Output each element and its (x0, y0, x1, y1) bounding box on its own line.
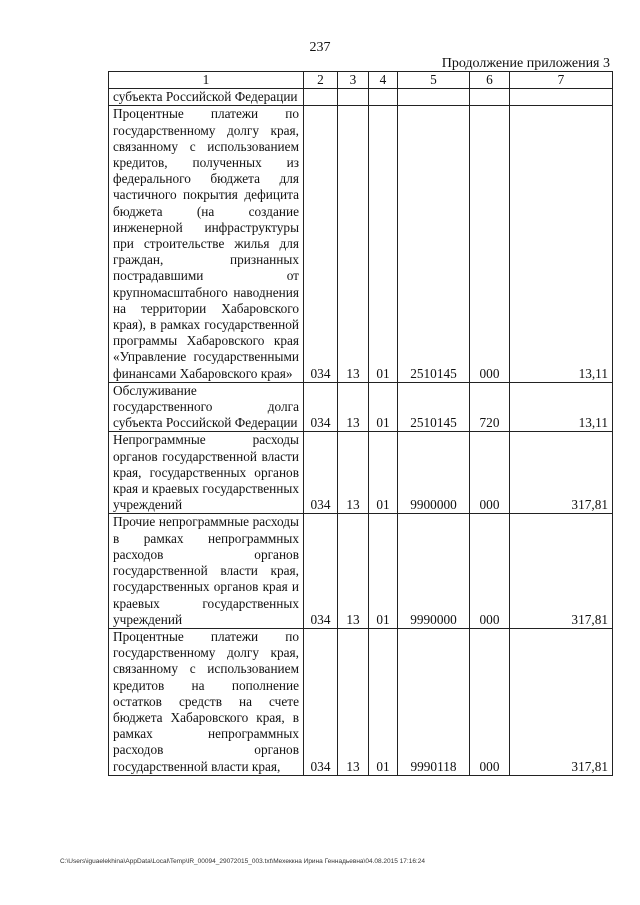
continuation-title: Продолжение приложения 3 (441, 56, 610, 71)
row-section: 13 (338, 382, 369, 432)
file-path-footer: C:\Users\iguaelekhina\AppData\Local\Temp\IR_00094_29072015_003.txt\Мехеккна Ирина Геннадьевна\04.08.2015 17:16:24 (60, 858, 425, 865)
row-subsection: 01 (369, 106, 398, 382)
header-col-1: 1 (109, 72, 304, 89)
row-admin-code (304, 89, 338, 106)
page-number: 237 (309, 40, 331, 55)
row-expense-type (470, 89, 510, 106)
row-name: Процентные платежи по государственному долгу края, связанному с использованием кредитов, полученных из федерального бюджета для частичного покрытия дефицита бюджета (на создание инженерной инфраструктуры при строительстве жилья для граждан, признанных пострадавшими от крупномасштабного наводнения на территории Хабаровского края), в рамках государственной программы Хабаровского края «Управление государственными финансами Хабаровского края» (109, 106, 304, 382)
table-row (109, 514, 613, 628)
table-row (109, 106, 613, 382)
row-section: 13 (338, 514, 369, 628)
row-expense-type: 000 (470, 432, 510, 514)
row-expense-type: 720 (470, 382, 510, 432)
header-col-2: 2 (304, 72, 338, 89)
row-name: Процентные платежи по государственному долгу края, связанному с использованием кредитов на пополнение остатков средств на счете бюджета Хабаровского края, в рамках непрограммных расходов органов государственной власти края, (109, 628, 304, 775)
table-row (109, 628, 613, 775)
row-amount (510, 89, 613, 106)
header-col-3: 3 (338, 72, 369, 89)
row-target-article (398, 89, 470, 106)
header-col-5: 5 (398, 72, 470, 89)
row-amount: 317,81 (510, 432, 613, 514)
table-header-row (109, 72, 613, 89)
row-subsection: 01 (369, 514, 398, 628)
row-section: 13 (338, 106, 369, 382)
row-amount: 13,11 (510, 382, 613, 432)
header-col-7: 7 (510, 72, 613, 89)
row-amount: 13,11 (510, 106, 613, 382)
header-col-6: 6 (470, 72, 510, 89)
row-target-article: 9990000 (398, 514, 470, 628)
row-subsection: 01 (369, 432, 398, 514)
header-col-4: 4 (369, 72, 398, 89)
row-admin-code: 034 (304, 514, 338, 628)
row-name: Прочие непрограммные расходы в рамках непрограммных расходов органов государственной власти края, государственных органов края и краевых государственных учреждений (109, 514, 304, 628)
row-subsection: 01 (369, 382, 398, 432)
table-row (109, 89, 613, 106)
row-section (338, 89, 369, 106)
row-name: Непрограммные расходы органов государственной власти края, государственных органов края и краевых государственных учреждений (109, 432, 304, 514)
row-expense-type: 000 (470, 628, 510, 775)
row-admin-code: 034 (304, 432, 338, 514)
row-target-article: 9990118 (398, 628, 470, 775)
row-subsection (369, 89, 398, 106)
row-expense-type: 000 (470, 514, 510, 628)
row-section: 13 (338, 628, 369, 775)
row-target-article: 2510145 (398, 106, 470, 382)
table-row (109, 432, 613, 514)
row-section: 13 (338, 432, 369, 514)
budget-table (108, 71, 613, 776)
row-amount: 317,81 (510, 514, 613, 628)
row-admin-code: 034 (304, 382, 338, 432)
row-name: Обслуживание государственного долга субъекта Российской Федерации (109, 382, 304, 432)
row-name: субъекта Российской Федерации (109, 89, 304, 106)
row-admin-code: 034 (304, 106, 338, 382)
row-target-article: 2510145 (398, 382, 470, 432)
row-target-article: 9900000 (398, 432, 470, 514)
row-expense-type: 000 (470, 106, 510, 382)
row-amount: 317,81 (510, 628, 613, 775)
table-row (109, 382, 613, 432)
row-subsection: 01 (369, 628, 398, 775)
row-admin-code: 034 (304, 628, 338, 775)
